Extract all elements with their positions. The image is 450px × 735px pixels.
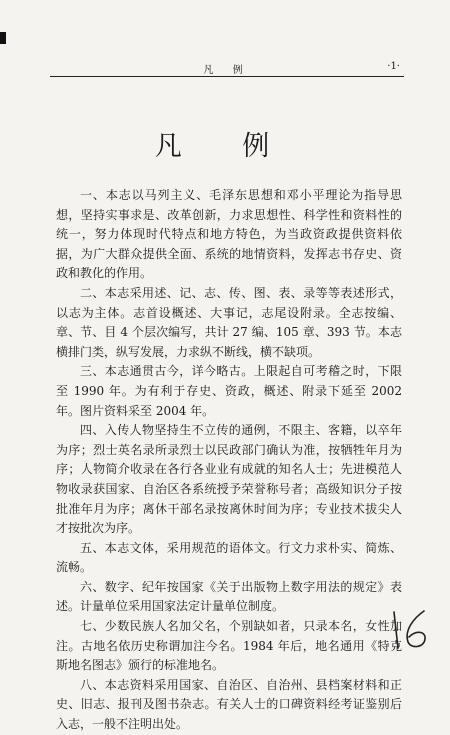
paragraph: 八、本志资料采用国家、自治区、自治州、县档案材料和正史、旧志、报刊及图书杂志。有关人士的口碑资料经考证鉴别后入志，一般不注明出处。 (56, 677, 402, 732)
paragraph: 七、少数民族人名加父名，个别缺如者，只录本名，女性加注。古地名依历史称谓加注今名。1984 年后，地名通用《特克斯地名图志》颁行的标准地名。 (56, 619, 402, 673)
paragraph: 五、本志文体，采用规范的语体文。行文力求朴实、简炼、流畅。 (56, 540, 402, 575)
page-title: 凡 例 (154, 131, 296, 162)
running-header (50, 60, 404, 77)
paragraph: 六、数字、纪年按国家《关于出版物上数字用法的规定》表述。计量单位采用国家法定计量单位制度。 (56, 579, 402, 614)
paragraph: 一、本志以马列主义、毛泽东思想和邓小平理论为指导思想，坚持实事求是、改革创新，力求思想性、科学性和资料性的统一，努力体现时代特点和地方特色，为当政资政提供资料依据，为广大群众提供全面、系统的地情资料，发挥志书存史、资政和教化的作用。 (56, 188, 402, 281)
paragraph: 三、本志通贯古今，详今略古。上限起自可考稽之时，下限至 1990 年。为有利于存史、资政，概述、附录下延至 2002 年。图片资料采至 2004 年。 (56, 364, 402, 418)
body-text (56, 186, 402, 735)
page-number: ·1· (387, 61, 400, 72)
page-edge-mark (0, 32, 6, 44)
running-title: 凡 例 (203, 65, 251, 76)
handwritten-number-mark (388, 608, 438, 650)
paragraph: 二、本志采用述、记、志、传、图、表、录等等表述形式，以志为主体。志首设概述、大事记，志尾设附录。全志按编、章、节、目 4 个层次编写，共计 27 编、105 章、393 节。本志横排门类，纵写发展，力求纵不断线，横不缺项。 (56, 285, 402, 359)
paragraph: 四、入传人物坚持生不立传的通例，不限主、客籍，以卒年为序；烈士英名录所录烈士以民政部门确认为准，按牺牲年月为序；人物简介收录在各行各业业有成就的知名人士；先进模范人物收录获国家、自治区各系统授予荣誉称号者；高级知识分子按批准年月为序；离休干部名录按离休时间为序；专业技术拔尖人才按批次为序。 (56, 423, 402, 536)
